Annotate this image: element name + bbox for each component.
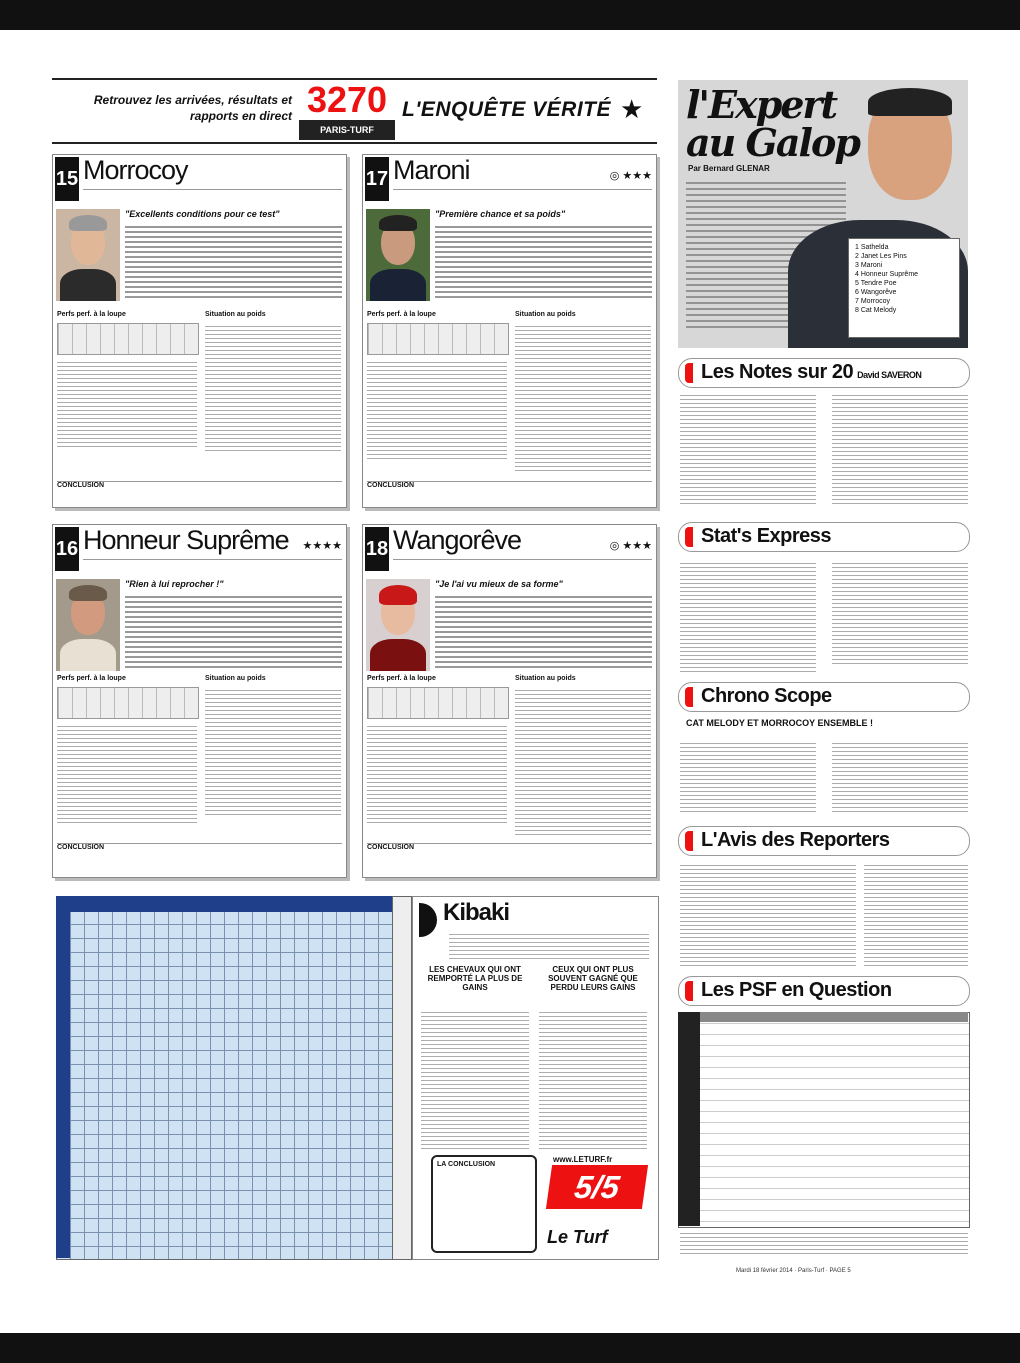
perf-stats <box>57 359 197 449</box>
psf-side-band <box>678 1012 700 1226</box>
trainer-quote: "Rien à lui reprocher !" <box>125 579 224 589</box>
perf-label: Perfs perf. à la loupe <box>367 675 436 682</box>
horse-number: 16 <box>55 527 79 571</box>
conclusion-label: CONCLUSION <box>57 844 105 851</box>
quote-text <box>435 593 652 671</box>
horse-details <box>83 189 342 200</box>
notes-list-left <box>680 392 816 504</box>
trainer-quote: "Je l'ai vu mieux de sa forme" <box>435 579 563 589</box>
conclusion <box>57 481 342 502</box>
psf-note <box>680 1230 968 1256</box>
expert-box <box>678 80 968 348</box>
results-grid-numbers <box>56 896 70 1258</box>
pick-item: 8 Cat Melody <box>855 307 897 314</box>
pick-item: 4 Honneur Suprême <box>855 271 919 278</box>
chrono-title: Chrono Scope <box>701 685 832 707</box>
paris-turf-logo: PARIS-TURF <box>299 120 395 140</box>
avis-list <box>864 862 968 968</box>
expert-title-line1: l'Expert <box>686 82 837 127</box>
notes-header <box>678 358 970 388</box>
pick-item: 7 Morrocoy <box>855 298 891 305</box>
pick-item: 6 Wangorêve <box>855 289 897 296</box>
psf-title: Les PSF en Question <box>701 979 892 1001</box>
horse-card-maroni <box>362 154 657 508</box>
pick-item: 2 Janet Les Pins <box>855 253 907 260</box>
situation-label: Situation au poids <box>515 311 576 318</box>
perf-label: Perfs perf. à la loupe <box>57 311 126 318</box>
results-grid <box>56 896 394 1260</box>
chrono-text-left <box>680 740 816 812</box>
situation-text <box>205 323 341 453</box>
expert-photo-hair <box>868 88 952 116</box>
situation-text <box>515 687 651 837</box>
pick-item: 3 Maroni <box>855 262 883 269</box>
horse-card-honneur-supreme <box>52 524 347 878</box>
horse-card-morrocoy <box>52 154 347 508</box>
results-grid-totals <box>392 896 412 1260</box>
quote-text <box>435 223 652 301</box>
horse-name: Morrocoy <box>83 155 188 185</box>
chrono-subtitle: CAT MELODY ET MORROCOY ENSEMBLE ! <box>686 718 874 728</box>
perf-stats <box>367 359 507 459</box>
page-footer: Mardi 18 février 2014 · Paris-Turf · PAGE 5 <box>736 1268 851 1274</box>
situation-text <box>515 323 651 473</box>
perf-stats <box>367 723 507 823</box>
horse-number: 18 <box>365 527 389 571</box>
psf-table <box>678 1012 970 1228</box>
perf-stats <box>57 723 197 823</box>
trainer-quote: "Première chance et sa poids" <box>435 209 566 219</box>
situation-label: Situation au poids <box>205 675 266 682</box>
kibaki-box <box>412 896 659 1260</box>
kibaki-col1-text <box>421 1009 529 1149</box>
expert-picks <box>848 238 960 338</box>
avis-header <box>678 826 970 856</box>
trainer-quote: "Excellents conditions pour ce test" <box>125 209 280 219</box>
trainer-photo <box>366 209 430 301</box>
header-tagline: Retrouvez les arrivées, résultats et rapports en direct <box>93 93 292 123</box>
perf-grid <box>367 323 509 355</box>
horse-name: Maroni <box>393 155 470 185</box>
expert-byline: Par Bernard GLENAR <box>688 164 770 173</box>
kibaki-title: Kibaki <box>443 899 510 926</box>
horse-details <box>83 559 342 570</box>
chrono-header <box>678 682 970 712</box>
kibaki-col2-text <box>539 1009 647 1149</box>
quote-text <box>125 223 342 301</box>
conclusion-label: CONCLUSION <box>367 844 415 851</box>
bottom-black-band <box>0 1333 1020 1363</box>
leturf-logo: Le Turf <box>547 1227 608 1247</box>
quote-text <box>125 593 342 671</box>
kibaki-col2-head: CEUX QUI ONT PLUS SOUVENT GAGNÉ QUE PERDU LEURS GAINS <box>548 965 638 992</box>
conclusion <box>367 843 652 864</box>
jockey-photo <box>366 579 430 671</box>
kibaki-col1-head: LES CHEVAUX QUI ONT REMPORTÉ LA PLUS DE GAINS <box>427 965 523 992</box>
stats-list-left <box>680 560 816 672</box>
perf-grid <box>57 687 199 719</box>
psf-header <box>678 976 970 1006</box>
trainer-photo <box>56 209 120 301</box>
conclusion-label: CONCLUSION <box>57 482 105 489</box>
situation-text <box>205 687 341 817</box>
perf-grid <box>57 323 199 355</box>
horse-name: Wangorêve <box>393 525 522 555</box>
notes-list-right <box>832 392 968 504</box>
page-header <box>52 78 657 144</box>
notes-title: Les Notes sur 20 <box>701 361 854 383</box>
conclusion-label: CONCLUSION <box>367 482 415 489</box>
stats-list-right <box>832 560 968 666</box>
chrono-text-right <box>832 740 968 812</box>
rating-stars: ★★★★ <box>302 540 342 552</box>
psf-table-header <box>700 1012 968 1022</box>
rating-stars: ◎ ★★★ <box>609 540 652 552</box>
situation-label: Situation au poids <box>515 675 576 682</box>
kibaki-intro <box>449 931 649 961</box>
pick-item: 5 Tendre Poe <box>855 280 897 287</box>
perf-label: Perfs perf. à la loupe <box>367 311 436 318</box>
horse-card-wangoreve <box>362 524 657 878</box>
stats-title: Stat's Express <box>701 525 832 547</box>
kibaki-conclusion <box>431 1155 537 1253</box>
avis-title: L'Avis des Reporters <box>701 829 890 851</box>
results-grid-header <box>56 896 392 912</box>
horse-name: Honneur Suprême <box>83 525 289 555</box>
perf-grid <box>367 687 509 719</box>
situation-label: Situation au poids <box>205 311 266 318</box>
rating-stars: ◎ ★★★ <box>609 170 652 182</box>
notes-author: David SAVERON <box>857 370 922 380</box>
trainer-photo <box>56 579 120 671</box>
kibaki-score: 5/5 <box>546 1165 648 1209</box>
conclusion <box>57 843 342 864</box>
top-black-band <box>0 0 1020 30</box>
horse-details <box>393 189 652 200</box>
avis-text <box>680 862 856 968</box>
conclusion <box>367 481 652 502</box>
horse-details <box>393 559 652 570</box>
kibaki-conclusion-title: LA CONCLUSION <box>437 1161 496 1168</box>
horse-number: 15 <box>55 157 79 201</box>
stats-header <box>678 522 970 552</box>
horse-number: 17 <box>365 157 389 201</box>
star-icon: ★ <box>620 94 644 124</box>
perf-label: Perfs perf. à la loupe <box>57 675 126 682</box>
enquete-verite-title: L'ENQUÊTE VÉRITÉ <box>402 98 612 121</box>
pick-item: 1 Sathelda <box>855 244 889 251</box>
kibaki-d-icon <box>419 903 437 937</box>
leturf-url: www.LETURF.fr <box>553 1155 613 1164</box>
race-number: 3270 <box>306 79 388 120</box>
expert-title-line2: au Galop <box>686 120 859 165</box>
